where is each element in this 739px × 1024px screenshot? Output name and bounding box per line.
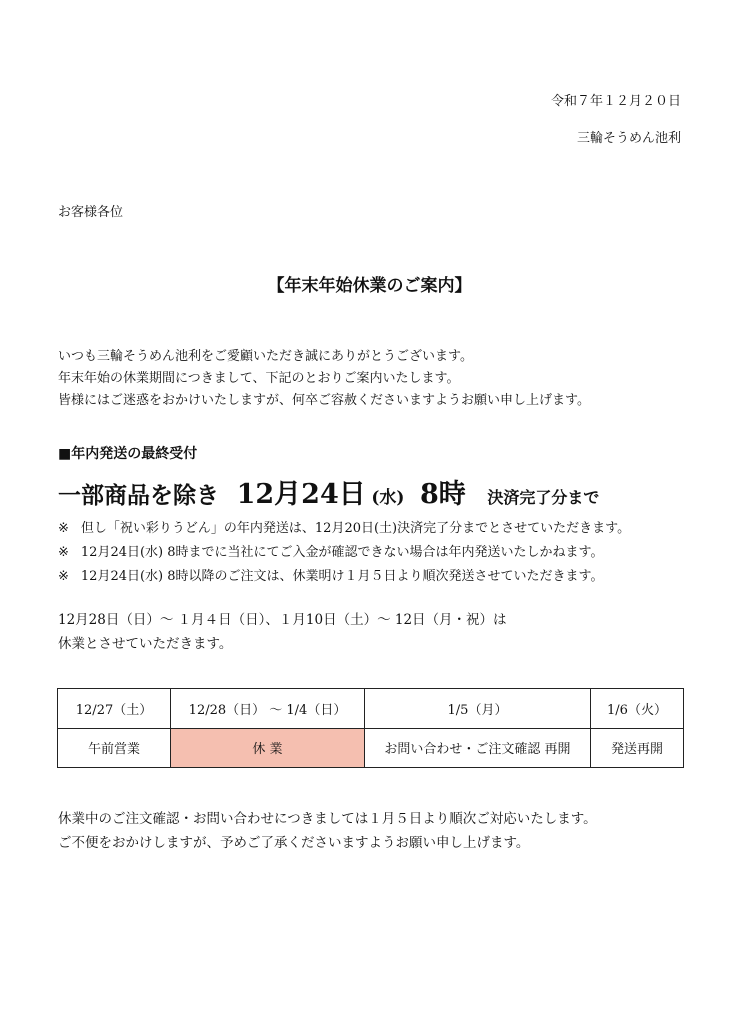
closing-line: 休業中のご注文確認・お問い合わせにつきましては１月５日より順次ご対応いたします。 bbox=[58, 811, 597, 827]
intro-line: 皆様にはご迷惑をおかけいたしますが、何卒ご容赦くださいますようお願い申し上げます。 bbox=[58, 393, 590, 408]
closing-paragraph bbox=[58, 807, 597, 855]
schedule-header-cell: 12/28（日） ～ 1/4（日） bbox=[171, 689, 365, 729]
note-text: 12月24日(水) 8時までに当社にてご入金が確認できない場合は年内発送いたしかねます。 bbox=[80, 545, 604, 560]
deadline-date: 12月24日 bbox=[236, 479, 366, 510]
schedule-header-cell: 1/6（火） bbox=[591, 689, 684, 729]
note-mark: ※ bbox=[58, 521, 69, 536]
closure-line: 12月28日（日）～ １月４日（日）、１月10日（土）～ 12日（月・祝）は bbox=[58, 612, 507, 628]
note-item bbox=[58, 565, 630, 589]
schedule-status-cell: 午前営業 bbox=[58, 728, 171, 768]
deadline-weekday: (水) bbox=[371, 488, 405, 508]
schedule-header-cell: 1/5（月） bbox=[365, 689, 591, 729]
intro-line: いつも三輪そうめん池利をご愛顧いただき誠にありがとうございます。 bbox=[58, 349, 473, 364]
deadline-suffix: 決済完了分まで bbox=[487, 488, 600, 507]
section-title: ■年内発送の最終受付 bbox=[58, 446, 198, 462]
note-text: 12月24日(水) 8時以降のご注文は、休業明け１月５日より順次発送させていただきます。 bbox=[80, 569, 604, 584]
closure-period bbox=[58, 608, 507, 656]
note-mark: ※ bbox=[58, 569, 69, 584]
closure-line: 休業とさせていただきます。 bbox=[58, 636, 233, 652]
note-item bbox=[58, 517, 630, 541]
schedule-closed-cell: 休 業 bbox=[171, 728, 365, 768]
sender-name: 三輪そうめん池利 bbox=[576, 131, 681, 146]
note-item bbox=[58, 541, 630, 565]
intro-line: 年末年始の休業期間につきまして、下記のとおりご案内いたします。 bbox=[58, 371, 460, 386]
schedule-status-row bbox=[58, 728, 684, 768]
closing-line: ご不便をおかけしますが、予めご了承くださいますようお願い申し上げます。 bbox=[58, 835, 530, 851]
deadline-prefix: 一部商品を除き bbox=[58, 482, 219, 509]
deadline-headline bbox=[58, 472, 599, 511]
schedule-status-cell: 発送再開 bbox=[591, 728, 684, 768]
schedule-table bbox=[57, 688, 684, 768]
notice-date: 令和７年１２月２０日 bbox=[550, 94, 681, 109]
salutation: お客様各位 bbox=[58, 205, 124, 220]
note-text: 但し「祝い彩りうどん」の年内発送は、12月20日(土)決済完了分までとさせていただきます。 bbox=[80, 521, 631, 536]
schedule-header-row bbox=[58, 689, 684, 729]
notice-heading: 【年末年始休業のご案内】 bbox=[267, 276, 472, 296]
intro-paragraph bbox=[58, 346, 590, 412]
schedule-header-cell: 12/27（土） bbox=[58, 689, 171, 729]
deadline-time: 8時 bbox=[419, 479, 466, 510]
schedule-status-cell: お問い合わせ・ご注文確認 再開 bbox=[365, 728, 591, 768]
notes-list bbox=[58, 517, 630, 589]
note-mark: ※ bbox=[58, 545, 69, 560]
